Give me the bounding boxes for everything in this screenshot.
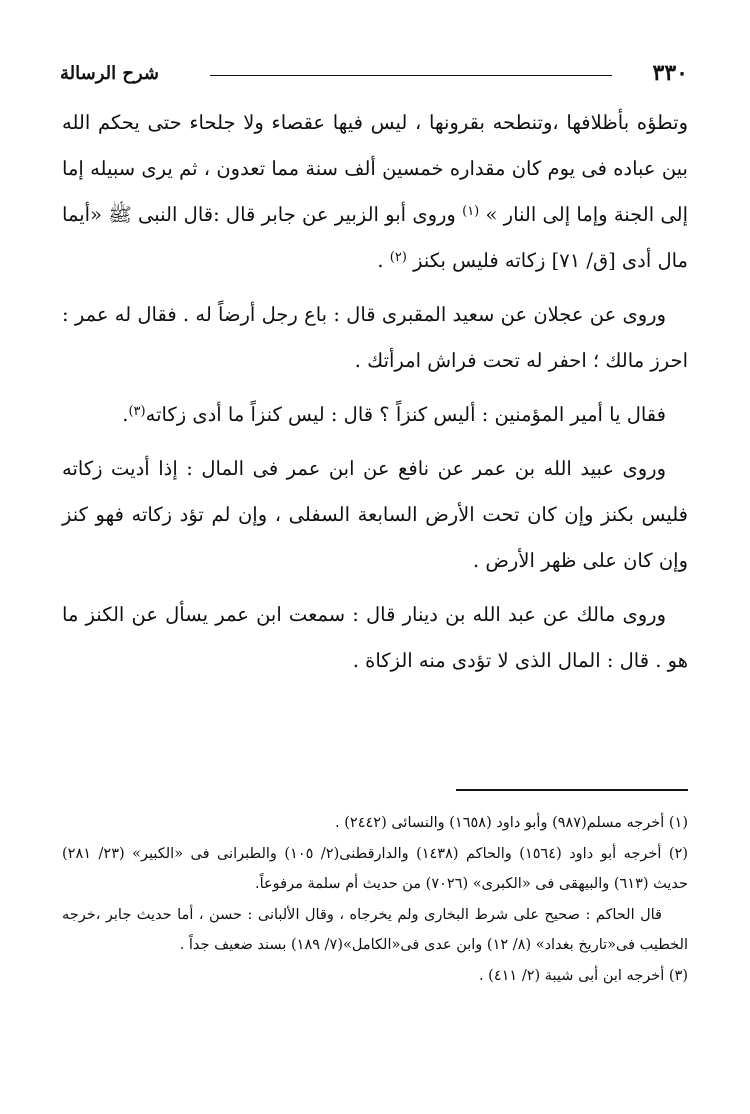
- paragraph-1: [62, 100, 688, 284]
- paragraph-5: وروى مالك عن عبد الله بن دينار قال : سمعت ابن عمر يسأل عن الكنز ما هو . قال : المال الذى لا تؤدى منه الزكاة .: [62, 603, 688, 672]
- paragraph-1-text-a: وتطؤه بأظلافها ،وتنطحه بقرونها ، ليس فيها عقصاء ولا جلحاء حتى يحكم الله بين عباده فى يوم كان مقداره خمسين ألف سنة مما تعدون ، ثم يرى سبيله إما إلى الجنة وإما إلى النار »: [62, 111, 688, 226]
- paragraph-1-text-b: وروى أبو الزبير عن جابر قال :قال النبى ﷺ «أيما مال أدى [ق/ ٧١] زكاته فليس بكنز: [62, 203, 688, 272]
- footnote-separator: [456, 789, 688, 791]
- running-header: [60, 58, 690, 90]
- book-title: شرح الرسالة: [60, 63, 160, 84]
- paragraph-2: وروى عن عجلان عن سعيد المقبرى قال : باع رجل أرضاً له . فقال له عمر : احرز مالك ؛ احفر له تحت فراش امرأتك .: [62, 303, 688, 372]
- footnote-1: (١) أخرجه مسلم(٩٨٧) وأبو داود (١٦٥٨) والنسائى (٢٤٤٢) .: [335, 815, 688, 831]
- footnote-ref-1: (١): [462, 204, 480, 219]
- footnote-3: (٣) أخرجه ابن أبى شيبة (٢/ ٤١١) .: [478, 967, 688, 984]
- paragraph-1-text-c: .: [377, 249, 390, 272]
- footnote-2-continued: قال الحاكم : صحيح على شرط البخارى ولم يخرجاه ، وقال الألبانى : حسن ، أما حديث جابر ،خرجه الخطيب فى«تاريخ بغداد» (٨/ ١٢) وابن عدى فى«الكامل»(٧/ ١٨٩) بسند ضعيف جداً .: [62, 906, 688, 953]
- footnote-ref-2: (٢): [389, 250, 407, 265]
- paragraph-3-text-a: فقال يا أمير المؤمنين : أليس كنزاً ؟ قال : ليس كنزاً ما أدى زكاته: [145, 403, 666, 426]
- paragraph-3: [62, 392, 688, 438]
- footnote-ref-3: (٣): [128, 404, 146, 419]
- header-rule: [210, 75, 612, 76]
- footnote-2: (٢) أخرجه أبو داود (١٥٦٤) والحاكم (١٤٣٨) والدارقطنى(٢/ ١٠٥) والطبرانى فى «الكبير» (٢٣/ ٢٨١) حديث (٦١٣) والبيهقى فى «الكبرى» (٧٠٢٦) من حديث أم سلمة مرفوعاً.: [62, 845, 688, 892]
- footnotes: [62, 808, 688, 991]
- paragraph-3-text-b: .: [122, 403, 129, 426]
- page-number: ٣٣٠: [652, 60, 688, 86]
- main-text: [62, 100, 688, 692]
- paragraph-4: وروى عبيد الله بن عمر عن نافع عن ابن عمر فى المال : إذا أديت زكاته فليس بكنز وإن كان تحت الأرض السابعة السفلى ، وإن لم تؤد زكاته فهو كنز وإن كان على ظهر الأرض .: [62, 457, 688, 572]
